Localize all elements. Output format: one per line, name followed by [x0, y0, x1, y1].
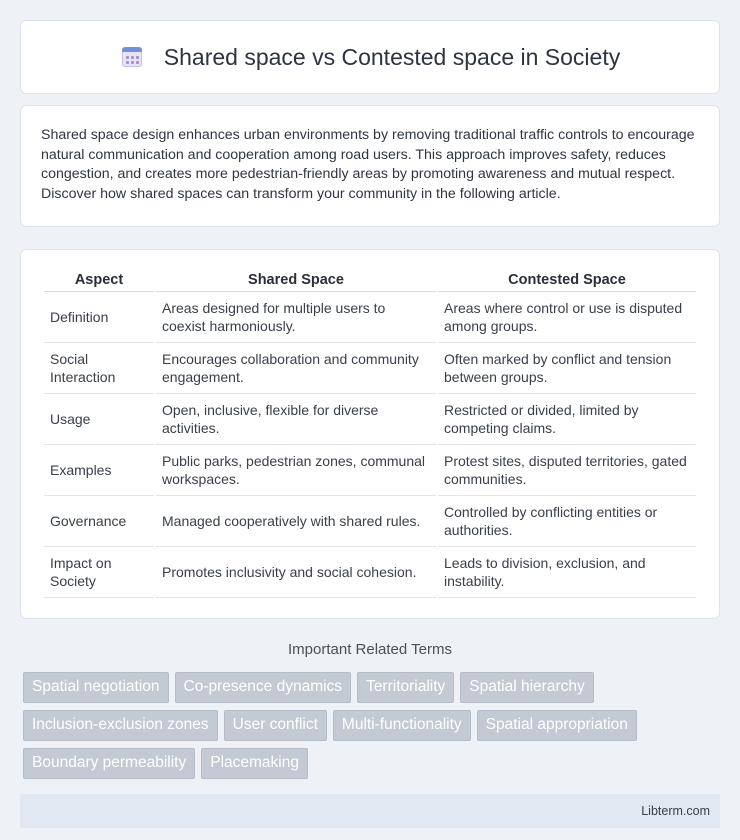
- table-row: [44, 445, 696, 496]
- term-tag[interactable]: Boundary permeability: [23, 748, 195, 779]
- shared-cell: Open, inclusive, flexible for diverse activities.: [156, 394, 436, 445]
- contested-cell: Often marked by conflict and tension between groups.: [438, 343, 696, 394]
- term-tag[interactable]: Placemaking: [201, 748, 308, 779]
- page-title: Shared space vs Contested space in Society: [163, 43, 621, 70]
- table-row: [44, 547, 696, 598]
- table-row: [44, 496, 696, 547]
- title-card: [20, 20, 720, 94]
- table-row: [44, 292, 696, 343]
- term-tag[interactable]: Spatial negotiation: [23, 672, 169, 703]
- aspect-cell: Impact on Society: [44, 547, 154, 598]
- term-tag[interactable]: Spatial appropriation: [477, 710, 637, 741]
- comparison-table: [42, 270, 698, 598]
- related-terms-title: Important Related Terms: [288, 641, 452, 658]
- term-tag[interactable]: User conflict: [224, 710, 327, 741]
- aspect-cell: Governance: [44, 496, 154, 547]
- shared-cell: Managed cooperatively with shared rules.: [156, 496, 436, 547]
- shared-cell: Promotes inclusivity and social cohesion.: [156, 547, 436, 598]
- shared-cell: Encourages collaboration and community engagement.: [156, 343, 436, 394]
- header-aspect: Aspect: [44, 270, 154, 292]
- aspect-cell: Usage: [44, 394, 154, 445]
- aspect-cell: Examples: [44, 445, 154, 496]
- shared-cell: Public parks, pedestrian zones, communal workspaces.: [156, 445, 436, 496]
- table-row: [44, 343, 696, 394]
- intro-text: Shared space design enhances urban environments by removing traditional traffic controls to encourage natural communication and cooperation among road users. This approach improves safety, reduces congestion, and creates more pedestrian-friendly areas by promoting awareness and mutual respect. Discover how shared spaces can transform your community in the following article.: [41, 127, 695, 202]
- calendar-icon: [120, 45, 144, 69]
- contested-cell: Protest sites, disputed territories, gated communities.: [438, 445, 696, 496]
- comparison-card: [20, 249, 720, 619]
- table-row: [44, 394, 696, 445]
- term-tag[interactable]: Territoriality: [357, 672, 454, 703]
- footer: [20, 794, 720, 828]
- header-shared-space: Shared Space: [156, 270, 436, 292]
- term-tag[interactable]: Inclusion-exclusion zones: [23, 710, 218, 741]
- table-header-row: [44, 270, 696, 292]
- intro-card: [20, 105, 720, 227]
- contested-cell: Areas where control or use is disputed among groups.: [438, 292, 696, 343]
- footer-site-link[interactable]: Libterm.com: [641, 804, 710, 818]
- contested-cell: Controlled by conflicting entities or authorities.: [438, 496, 696, 547]
- contested-cell: Restricted or divided, limited by competing claims.: [438, 394, 696, 445]
- contested-cell: Leads to division, exclusion, and instability.: [438, 547, 696, 598]
- term-tag[interactable]: Co-presence dynamics: [175, 672, 352, 703]
- header-contested-space: Contested Space: [438, 270, 696, 292]
- shared-cell: Areas designed for multiple users to coexist harmoniously.: [156, 292, 436, 343]
- term-tag[interactable]: Spatial hierarchy: [460, 672, 593, 703]
- aspect-cell: Definition: [44, 292, 154, 343]
- term-tag[interactable]: Multi-functionality: [333, 710, 471, 741]
- aspect-cell: Social Interaction: [44, 343, 154, 394]
- related-terms-list: [20, 672, 720, 779]
